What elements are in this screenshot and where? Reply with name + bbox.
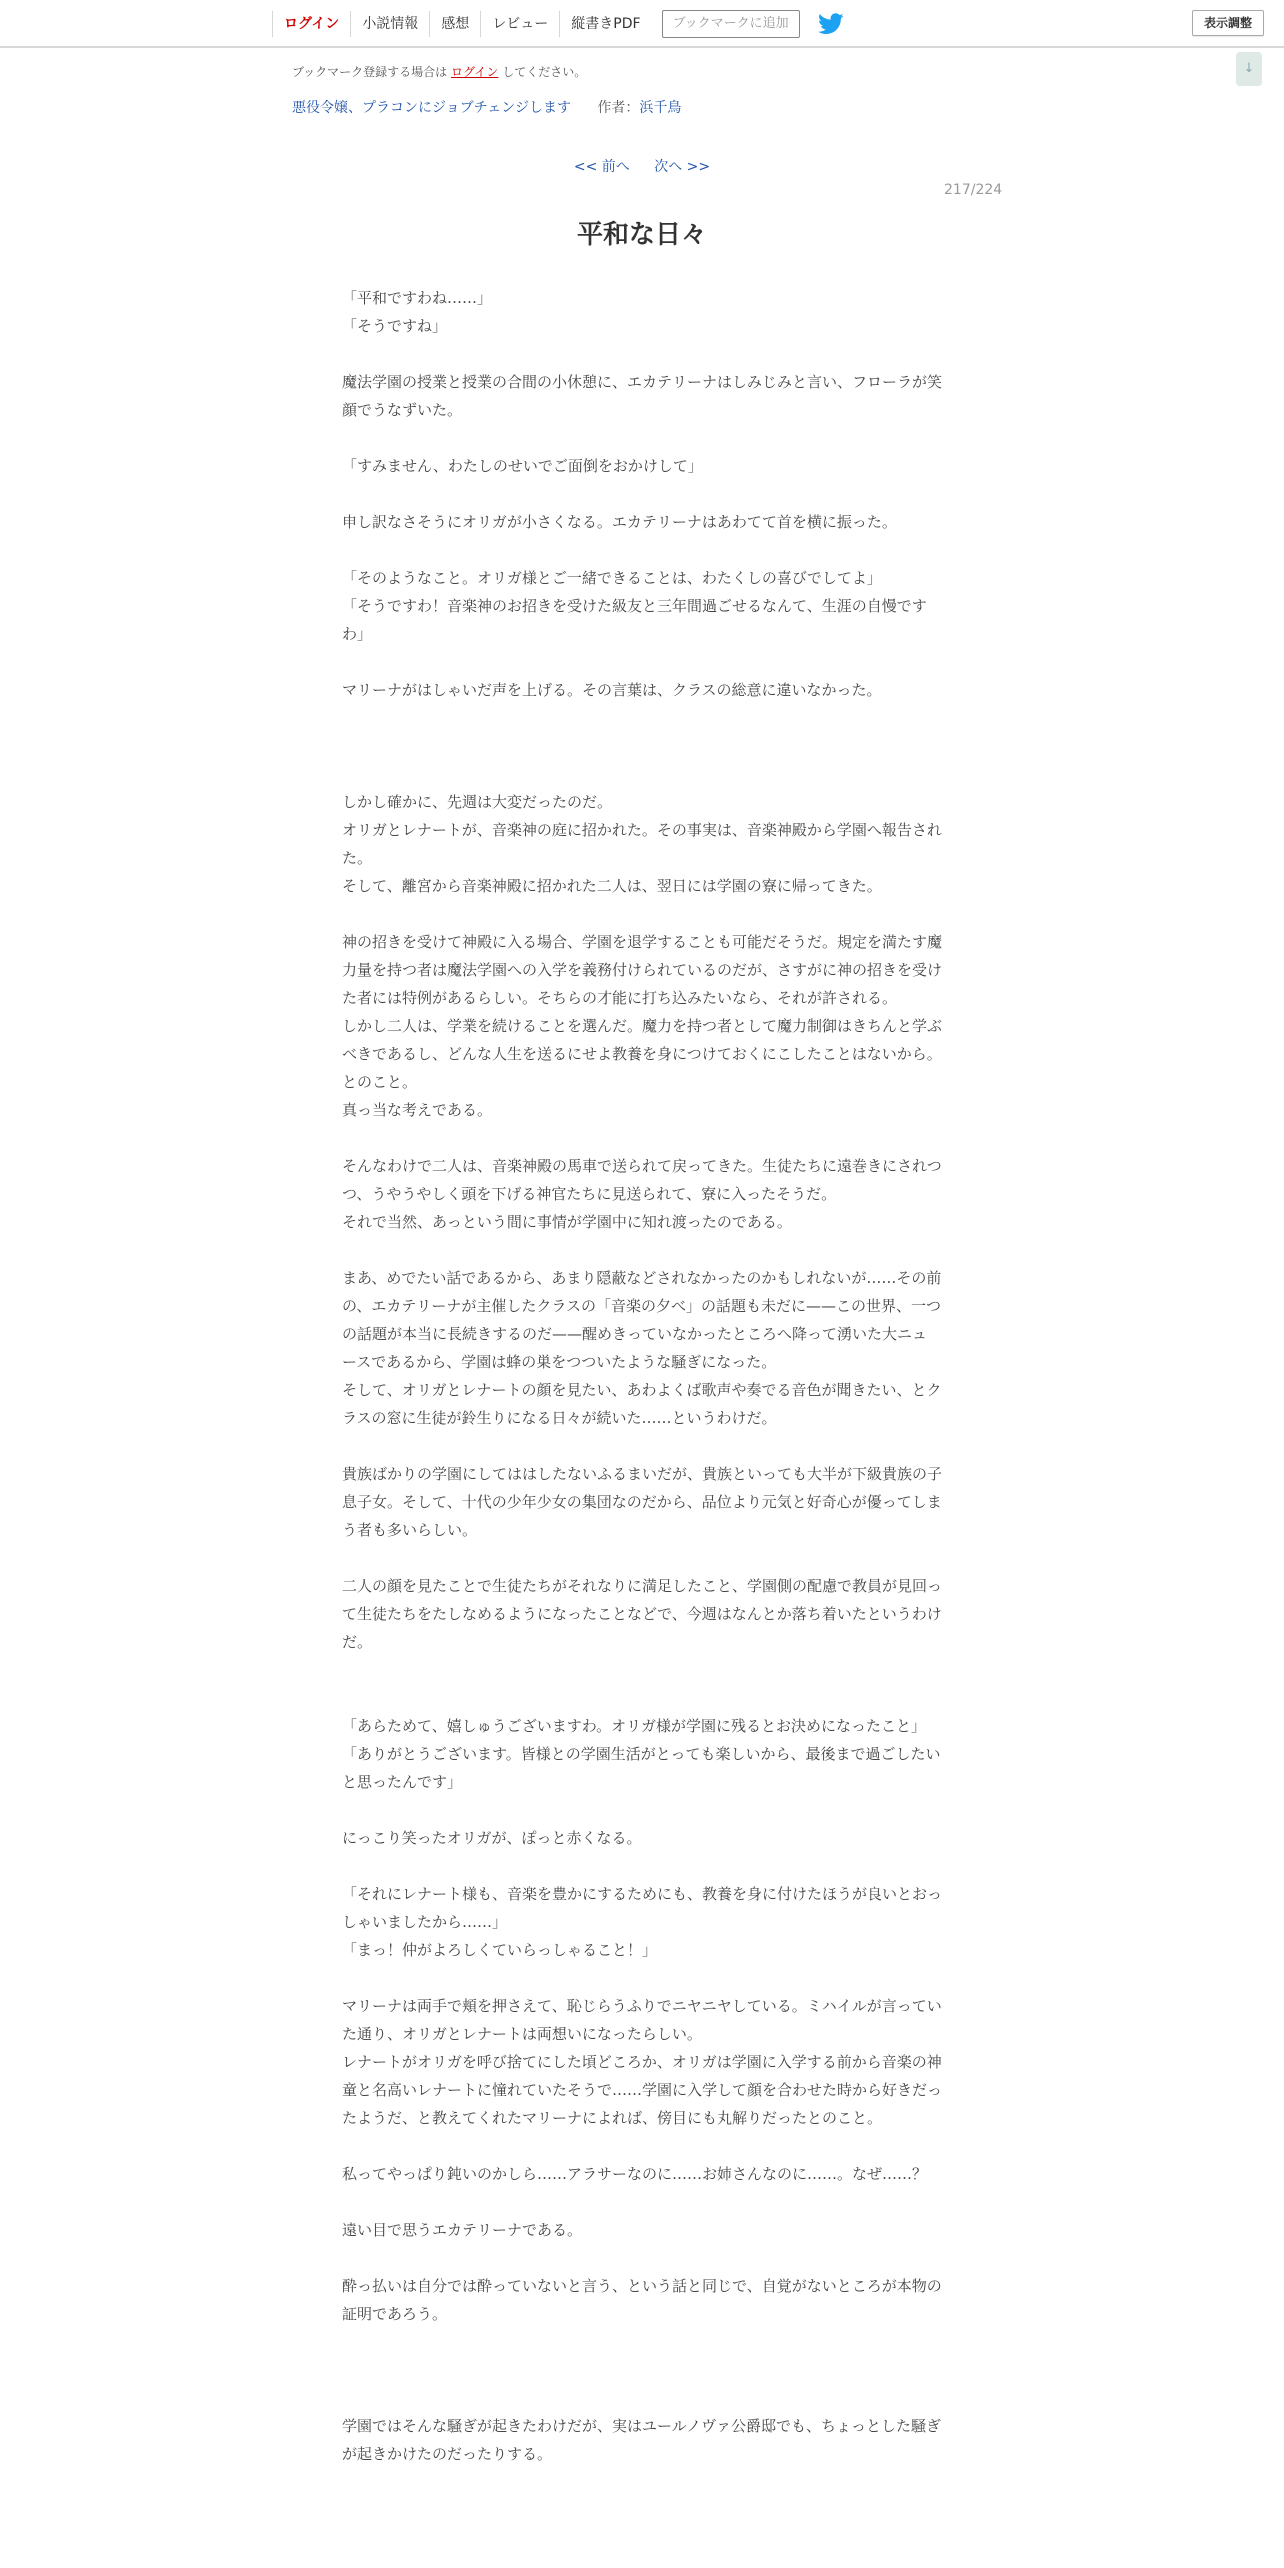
body-line (342, 1964, 942, 1992)
work-title-link[interactable]: 悪役令嬢、プラコンにジョブチェンジします (292, 100, 571, 116)
body-line: まあ、めでたい話であるから、あまり隠蔽などされなかったのかもしれないが……その前の、エカテリーナが主催したクラスの「音楽の夕べ」の話題も未だに——この世界、一つの話題が本当に長続きするのだ——醒めきっていなかったところへ降って湧いた大ニュースであるから、学園は蜂の巣をつついたような騒ぎになった。 (342, 1269, 942, 1371)
add-bookmark-button[interactable]: ブックマークに追加 (662, 10, 800, 38)
body-line (342, 732, 942, 760)
bookmark-login-notice (292, 63, 586, 80)
body-line: 「それにレナート様も、音楽を豊かにするためにも、教養を身に付けたほうが良いとおっしゃいましたから……」 (342, 1885, 943, 1931)
body-line: しかし確かに、先週は大変だったのだ。 (342, 793, 613, 811)
novel-body (342, 284, 942, 2468)
body-line (342, 1432, 942, 1460)
body-line (342, 424, 942, 452)
body-line: 魔法学園の授業と授業の合間の小休憩に、エカテリーナはしみじみと言い、フローラが笑顔でうなずいた。 (342, 373, 943, 419)
body-line: 学園ではそんな騒ぎが起きたわけだが、実はユールノヴァ公爵邸でも、ちょっとした騒ぎが起きかけたのだったりする。 (342, 2417, 941, 2463)
body-line: そして、離宮から音楽神殿に招かれた二人は、翌日には学園の寮に帰ってきた。 (342, 877, 882, 895)
body-line: 「そうですわ！音楽神のお招きを受けた級友と三年間過ごせるなんて、生涯の自慢ですわ」 (342, 597, 927, 643)
body-line: しかし二人は、学業を続けることを選んだ。魔力を持つ者として魔力制御はきちんと学ぶべきであるし、どんな人生を送るにせよ教養を身につけておくにこしたことはないから。とのこと。 (342, 1017, 943, 1091)
body-line: 貴族ばかりの学園にしてははしたないふるまいだが、貴族といっても大半が下級貴族の子息子女。そして、十代の少年少女の集団なのだから、品位より元気と好奇心が優ってしまう者も多いらしい。 (342, 1465, 943, 1539)
body-line (342, 2328, 942, 2356)
body-line: 遠い目で思うエカテリーナである。 (342, 2221, 583, 2239)
body-line: 「まっ！仲がよろしくていらっしゃること！」 (342, 1941, 658, 1959)
work-info (292, 97, 681, 117)
body-line: 「そうですね」 (342, 317, 448, 335)
nav-vertical-pdf-link[interactable]: 縦書きPDF (559, 11, 651, 37)
body-line: 私ってやっぱり鈍いのかしら……アラサーなのに……お姉さんなのに……。なぜ……？ (342, 2165, 928, 2183)
body-line (342, 2384, 942, 2412)
twitter-icon[interactable] (818, 13, 844, 35)
next-episode-link[interactable]: 次へ >> (654, 159, 711, 175)
body-line (342, 900, 942, 928)
top-header (0, 0, 1284, 48)
body-line: レナートがオリガを呼び捨てにした頃どころか、オリガは学園に入学する前から音楽の神童と名高いレナートに憧れていたそうで……学園に入学して顔を合わせた時から好きだったようだ、と教えてくれたマリーナによれば、傍目にも丸解りだったとのこと。 (342, 2053, 943, 2127)
author-label: 作者： (597, 100, 640, 116)
body-line: マリーナは両手で頬を押さえて、恥じらうふりでニヤニヤしている。ミハイルが言っていた通り、オリガとレナートは両想いになったらしい。 (342, 1997, 942, 2043)
global-nav (272, 10, 844, 38)
nav-novel-info-link[interactable]: 小説情報 (350, 11, 429, 37)
nav-review-link[interactable]: レビュー (480, 11, 559, 37)
body-line: 「ありがとうございます。皆様との学園生活がとっても楽しいから、最後まで過ごしたいと思ったんです」 (342, 1745, 941, 1791)
body-line: 申し訳なさそうにオリガが小さくなる。エカテリーナはあわてて首を横に振った。 (342, 513, 897, 531)
author-name-link[interactable]: 浜千鳥 (639, 100, 682, 116)
body-line: 「すみません、わたしのせいでご面倒をおかけして」 (342, 457, 703, 475)
body-line (342, 536, 942, 564)
scroll-down-button[interactable]: ↓ (1236, 52, 1262, 86)
body-line: マリーナがはしゃいだ声を上げる。その言葉は、クラスの総意に違いなかった。 (342, 681, 882, 699)
body-line: 真っ当な考えである。 (342, 1101, 493, 1119)
body-line: そんなわけで二人は、音楽神殿の馬車で送られて戻ってきた。生徒たちに遠巻きにされつつ、うやうやしく頭を下げる神官たちに見送られて、寮に入ったそうだ。 (342, 1157, 942, 1203)
body-line (342, 2188, 942, 2216)
body-line (342, 704, 942, 732)
episode-pager (0, 156, 1284, 176)
body-line: 二人の顔を見たことで生徒たちがそれなりに満足したこと、学園側の配慮で教員が見回って生徒たちをたしなめるようになったことなどで、今週はなんとか落ち着いたというわけだ。 (342, 1577, 943, 1651)
body-line (342, 2244, 942, 2272)
episode-counter: 217/224 (944, 182, 1003, 198)
body-line: にっこり笑ったオリガが、ぽっと赤くなる。 (342, 1829, 642, 1847)
body-line: 神の招きを受けて神殿に入る場合、学園を退学することも可能だそうだ。規定を満たす魔力量を持つ者は魔法学園への入学を義務付けられているのだが、さすがに神の招きを受けた者には特例があるらしい。そちらの才能に打ち込みたいなら、それが許される。 (342, 933, 943, 1007)
body-line: 「そのようなこと。オリガ様とご一緒できることは、わたくしの喜びでしてよ」 (342, 569, 882, 587)
body-line: 酔っ払いは自分では酔っていないと言う、という話と同じで、自覚がないところが本物の証明であろう。 (342, 2277, 942, 2323)
body-line (342, 760, 942, 788)
notice-prefix: ブックマーク登録する場合は (292, 65, 448, 79)
body-line: それで当然、あっという間に事情が学園中に知れ渡ったのである。 (342, 1213, 792, 1231)
display-settings-button[interactable]: 表示調整 (1192, 10, 1264, 36)
notice-suffix: してください。 (502, 65, 587, 79)
body-line: 「あらためて、嬉しゅうございますわ。オリガ様が学園に残るとお決めになったこと」 (342, 1717, 926, 1735)
nav-impressions-link[interactable]: 感想 (429, 11, 480, 37)
body-line: 「平和ですわね……」 (342, 289, 493, 307)
nav-login-link[interactable]: ログイン (272, 11, 350, 37)
body-line (342, 1852, 942, 1880)
body-line (342, 1796, 942, 1824)
body-line: オリガとレナートが、音楽神の庭に招かれた。その事実は、音楽神殿から学園へ報告された。 (342, 821, 942, 867)
notice-login-link[interactable]: ログイン (451, 65, 499, 79)
body-line: そして、オリガとレナートの顔を見たい、あわよくば歌声や奏でる音色が聞きたい、とクラスの窓に生徒が鈴生りになる日々が続いた……というわけだ。 (342, 1381, 942, 1427)
body-line (342, 1656, 942, 1684)
body-line (342, 2356, 942, 2384)
body-line (342, 1684, 942, 1712)
body-line (342, 480, 942, 508)
body-line (342, 1236, 942, 1264)
prev-episode-link[interactable]: << 前へ (573, 159, 630, 175)
body-line (342, 2132, 942, 2160)
body-line (342, 1124, 942, 1152)
body-line (342, 1544, 942, 1572)
chapter-title: 平和な日々 (576, 220, 707, 250)
body-line (342, 340, 942, 368)
body-line (342, 648, 942, 676)
